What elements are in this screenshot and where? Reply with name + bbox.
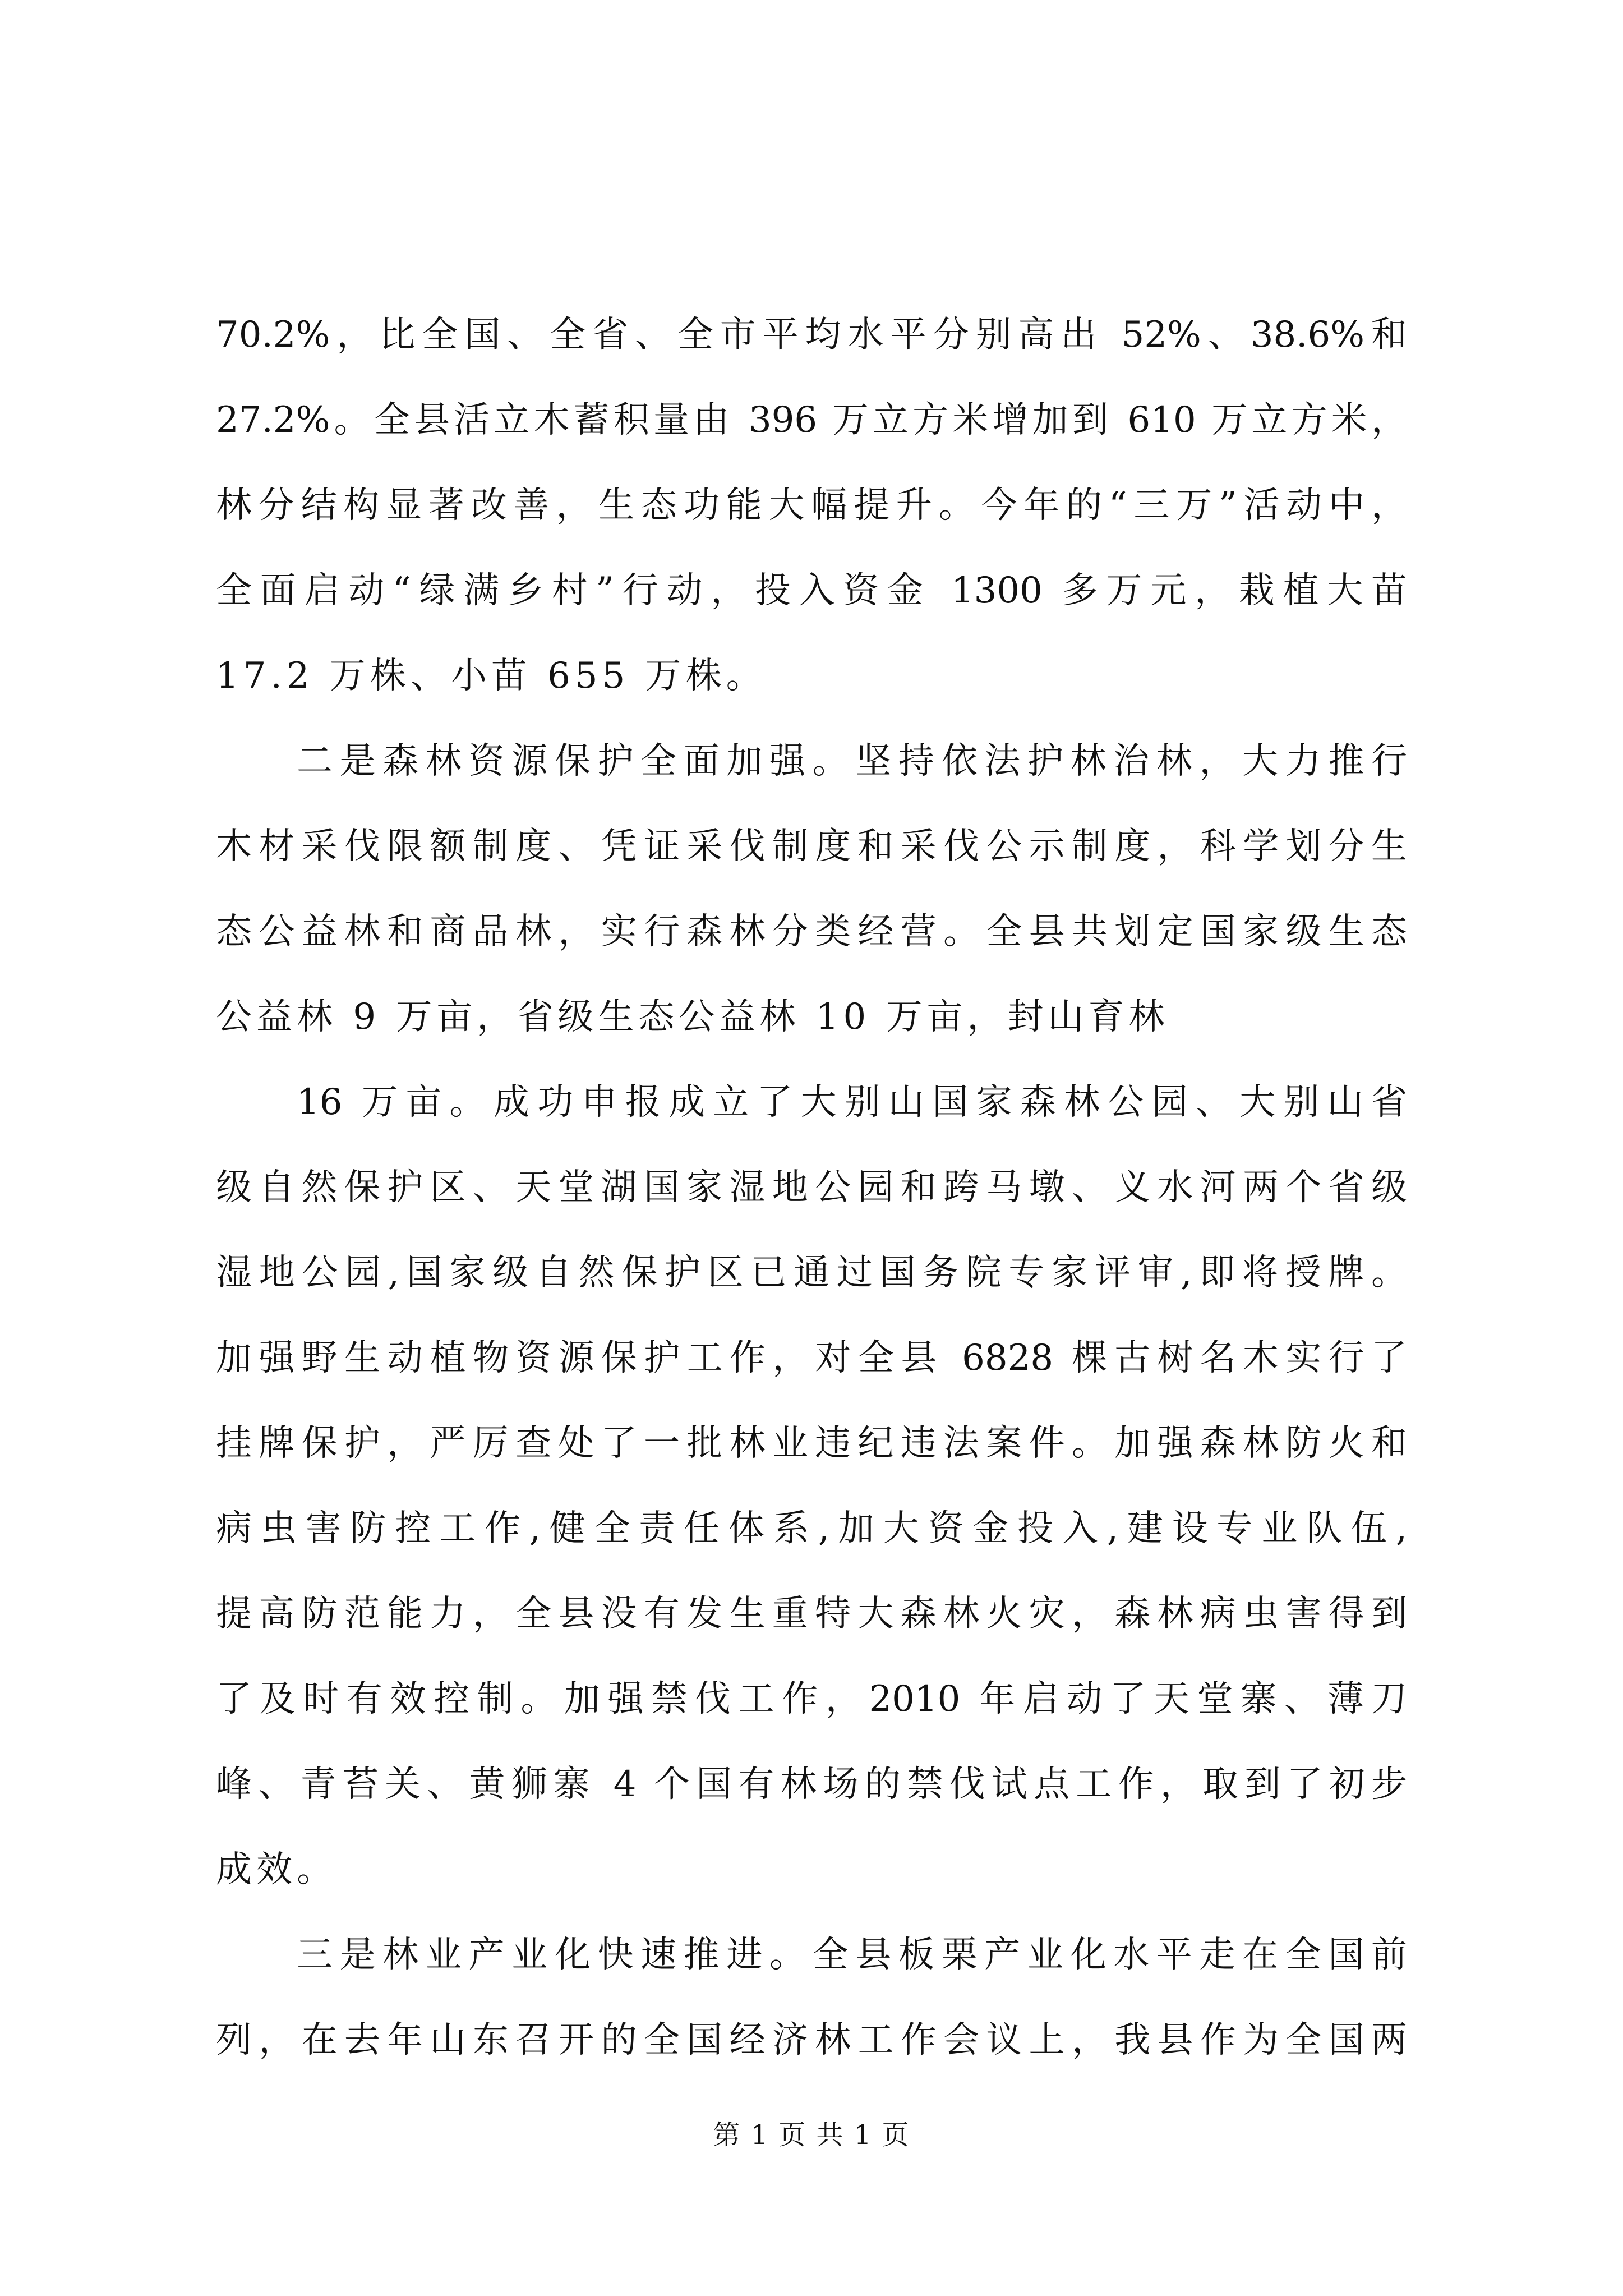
text-line: 17.2 万株、小苗 655 万株。 [216,655,767,697]
text-line: 木材采伐限额制度、凭证采伐制度和采伐公示制度，科学划分生 [216,826,1407,867]
text-line: 公益林 9 万亩，省级生态公益林 10 万亩，封山育林 [216,996,1169,1038]
text-line: 峰、青苔关、黄狮寨 4 个国有林场的禁伐试点工作，取到了初步 [216,1764,1407,1805]
text-line: 27.2%。全县活立木蓄积量由 396 万立方米增加到 610 万立方米， [216,399,1407,441]
text-line: 成效。 [216,1849,337,1890]
paragraph-start-line: 二是森林资源保护全面加强。坚持依法护林治林，大力推行 [297,740,1407,782]
text-line: 级自然保护区、天堂湖国家湿地公园和跨马墩、义水河两个省级 [216,1167,1407,1208]
paragraph-start-line: 16 万亩。成功申报成立了大别山国家森林公园、大别山省 [297,1082,1407,1123]
page-number-footer: 第 1 页 共 1 页 [713,2119,910,2151]
text-line: 了及时有效控制。加强禁伐工作，2010 年启动了天堂寨、薄刀 [216,1678,1407,1720]
text-line: 70.2%，比全国、全省、全市平均水平分别高出 52%、38.6%和 [216,314,1407,356]
text-line: 林分结构显著改善，生态功能大幅提升。今年的“三万”活动中， [216,485,1407,526]
text-line: 加强野生动植物资源保护工作，对全县 6828 棵古树名木实行了 [216,1337,1407,1379]
text-line: 提高防范能力，全县没有发生重特大森林火灾，森林病虫害得到 [216,1593,1407,1635]
paragraph-start-line: 三是林业产业化快速推进。全县板栗产业化水平走在全国前 [297,1934,1407,1976]
text-line: 态公益林和商品林，实行森林分类经营。全县共划定国家级生态 [216,911,1407,953]
text-line: 病虫害防控工作,健全责任体系,加大资金投入,建设专业队伍, [216,1508,1407,1549]
text-line: 挂牌保护，严厉查处了一批林业违纪违法案件。加强森林防火和 [216,1423,1407,1464]
text-line: 湿地公园,国家级自然保护区已通过国务院专家评审,即将授牌。 [216,1252,1407,1294]
text-line: 全面启动“绿满乡村”行动，投入资金 1300 多万元，栽植大苗 [216,570,1407,611]
text-line: 列，在去年山东召开的全国经济林工作会议上，我县作为全国两 [216,2019,1407,2061]
